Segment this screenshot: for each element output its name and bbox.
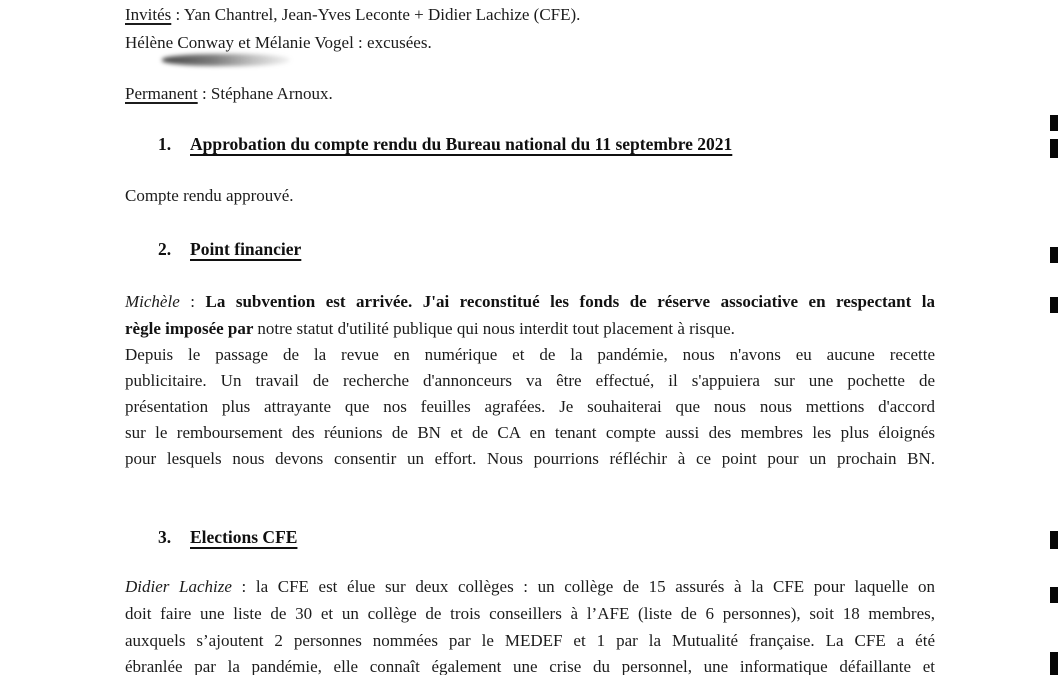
michele-paragraph-line-1: [125, 289, 935, 315]
michele-normal-text: notre statut d'utilité publique qui nous interdit tout placement à risque.: [257, 319, 735, 338]
section-3-number: 3.: [158, 527, 172, 547]
finance-paragraph-line-1: Depuis le passage de la revue en numérique et de la pandémie, nous n'avons eu aucune recette: [125, 345, 935, 364]
section-1-number: 1.: [158, 134, 172, 154]
finance-paragraph-line-2: publicitaire. Un travail de recherche d'annonceurs va être effectué, il s'appuiera sur une pochette de: [125, 371, 935, 390]
section-3-heading: [125, 524, 935, 550]
invitees-line: [125, 2, 935, 28]
section-2-title: Point financier: [190, 239, 302, 259]
scan-edge-artifact: [1050, 247, 1058, 263]
didier-separator: :: [231, 577, 256, 596]
didier-paragraph-line-2: doit faire une liste de 30 et un collège de trois conseillers à l’AFE (liste de 6 personnes), soit 18 membres,: [125, 604, 935, 623]
didier-paragraph-line-3: auxquels s’ajoutent 2 personnes nommées par le MEDEF et 1 par la Mutualité française. La CFE a été: [125, 631, 935, 650]
michele-bold-text: La subvention est arrivée. J'ai reconstitué les fonds de réserve associative en respectant la: [205, 292, 935, 311]
scan-edge-artifact: [1050, 652, 1058, 675]
scan-edge-artifact: [1050, 587, 1058, 603]
didier-paragraph-line-1: [125, 574, 935, 600]
michele-speaker-name: Michèle: [125, 292, 180, 311]
invitees-label: Invités: [125, 5, 172, 24]
section-1-heading: [125, 131, 935, 157]
section-1-title: Approbation du compte rendu du Bureau national du 11 septembre 2021: [190, 134, 733, 154]
scan-edge-artifact: [1050, 115, 1058, 131]
section-2-heading: [125, 236, 935, 262]
compte-rendu-line: Compte rendu approuvé.: [125, 186, 294, 205]
invitees-names: : Yan Chantrel, Jean-Yves Leconte + Didier Lachize (CFE).: [171, 5, 581, 24]
michele-separator: :: [179, 292, 206, 311]
scan-edge-artifact: [1050, 531, 1058, 549]
scan-smudge-artifact: [162, 54, 290, 66]
michele-bold-continuation: règle imposée par: [125, 319, 258, 338]
excused-line: Hélène Conway et Mélanie Vogel : excusées.: [125, 33, 432, 52]
section-2-number: 2.: [158, 239, 172, 259]
finance-paragraph-line-3: présentation plus attrayante que nos feuilles agrafées. Je souhaiterai que nous nous mettions d'accord: [125, 397, 935, 416]
scan-edge-artifact: [1050, 139, 1058, 158]
permanent-line: [125, 81, 935, 107]
didier-speaker-name: Didier Lachize: [125, 577, 232, 596]
didier-line-1-text: la CFE est élue sur deux collèges : un collège de 15 assurés à la CFE pour laquelle on: [255, 577, 935, 596]
finance-paragraph-line-5: pour lesquels nous devons consentir un effort. Nous pourrions réfléchir à ce point pour un prochain BN.: [125, 449, 935, 468]
scan-edge-artifact: [1050, 297, 1058, 313]
didier-paragraph-line-4: ébranlée par la pandémie, elle connaît également une crise du personnel, une informatique défaillante et: [125, 657, 935, 675]
michele-paragraph-line-2: [125, 316, 935, 342]
permanent-name: : Stéphane Arnoux.: [197, 84, 333, 103]
permanent-label: Permanent: [125, 84, 198, 103]
section-3-title: Elections CFE: [190, 527, 298, 547]
finance-paragraph-line-4: sur le remboursement des réunions de BN et de CA en tenant compte aussi des membres les plus éloignés: [125, 423, 935, 442]
